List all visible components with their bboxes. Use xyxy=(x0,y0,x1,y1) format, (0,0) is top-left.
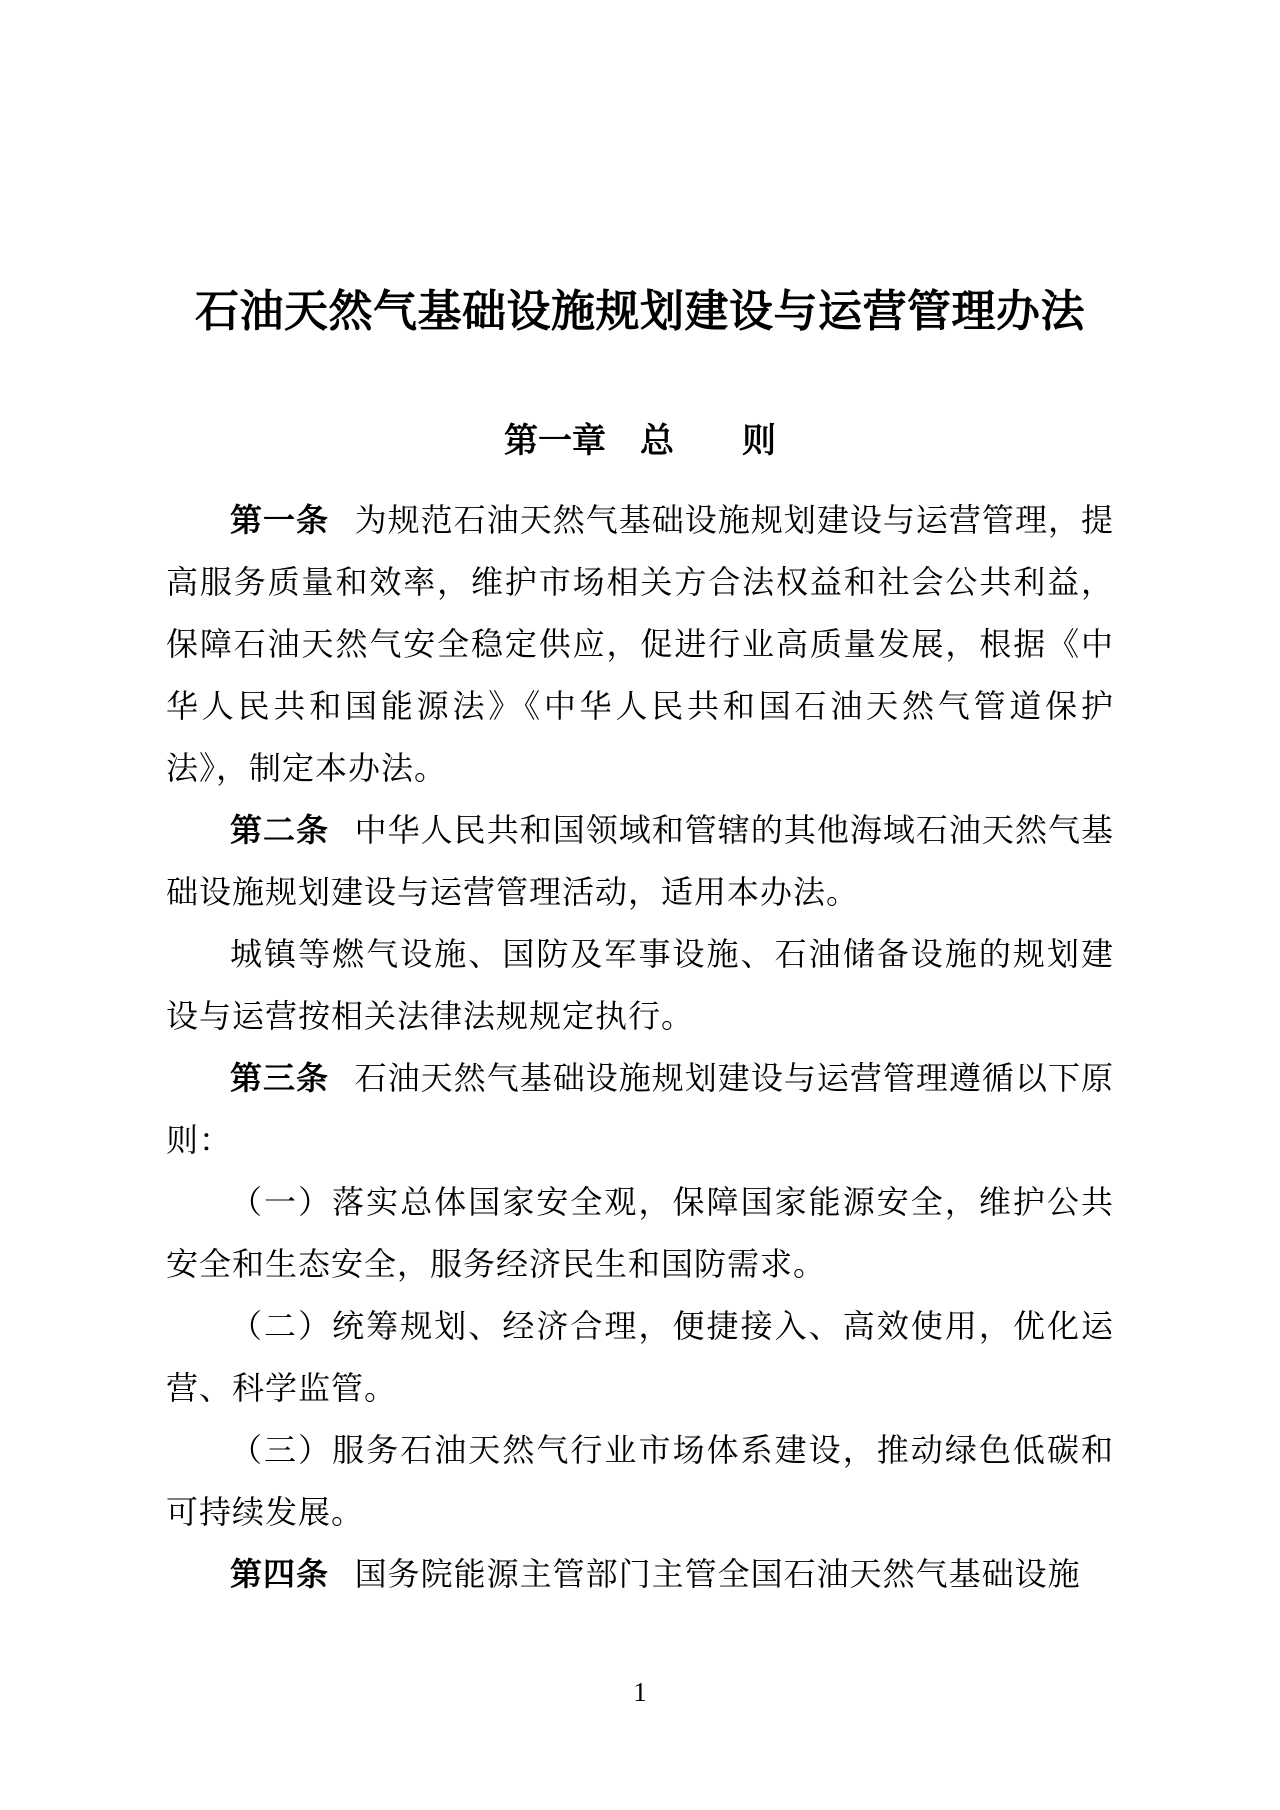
article-paragraph xyxy=(166,1171,1114,1295)
article-paragraph xyxy=(166,1295,1114,1419)
paragraph-text: 石油天然气基础设施规划建设与运营管理遵循以下原则： xyxy=(166,1060,1114,1158)
article-number: 第三条 xyxy=(230,1060,330,1096)
article-number: 第四条 xyxy=(230,1556,330,1592)
paragraph-text: 城镇等燃气设施、国防及军事设施、石油储备设施的规划建设与运营按相关法律法规规定执行。 xyxy=(166,936,1114,1034)
paragraph-text: 中华人民共和国领域和管辖的其他海域石油天然气基础设施规划建设与运营管理活动，适用本办法。 xyxy=(166,812,1114,910)
article-paragraph xyxy=(166,1419,1114,1543)
paragraph-text: （二）统筹规划、经济合理，便捷接入、高效使用，优化运营、科学监管。 xyxy=(166,1308,1114,1406)
chapter-heading: 第一章 总 则 xyxy=(504,423,776,460)
document-body xyxy=(166,489,1114,1605)
article-paragraph xyxy=(166,489,1114,799)
page-number: 1 xyxy=(633,1677,647,1707)
document-title: 石油天然气基础设施规划建设与运营管理办法 xyxy=(195,287,1085,336)
article-paragraph xyxy=(166,1047,1114,1171)
paragraph-text: （一）落实总体国家安全观，保障国家能源安全，维护公共安全和生态安全，服务经济民生和国防需求。 xyxy=(166,1184,1114,1282)
paragraph-text: 国务院能源主管部门主管全国石油天然气基础设施 xyxy=(354,1556,1081,1592)
article-number: 第二条 xyxy=(230,812,330,848)
article-number: 第一条 xyxy=(230,502,330,538)
article-paragraph xyxy=(166,923,1114,1047)
article-paragraph xyxy=(166,1543,1114,1605)
paragraph-text: 为规范石油天然气基础设施规划建设与运营管理，提高服务质量和效率，维护市场相关方合法权益和社会公共利益，保障石油天然气安全稳定供应，促进行业高质量发展，根据《中华人民共和国能源法》《中华人民共和国石油天然气管道保护法》，制定本办法。 xyxy=(166,502,1114,786)
paragraph-text: （三）服务石油天然气行业市场体系建设，推动绿色低碳和可持续发展。 xyxy=(166,1432,1114,1530)
article-paragraph xyxy=(166,799,1114,923)
